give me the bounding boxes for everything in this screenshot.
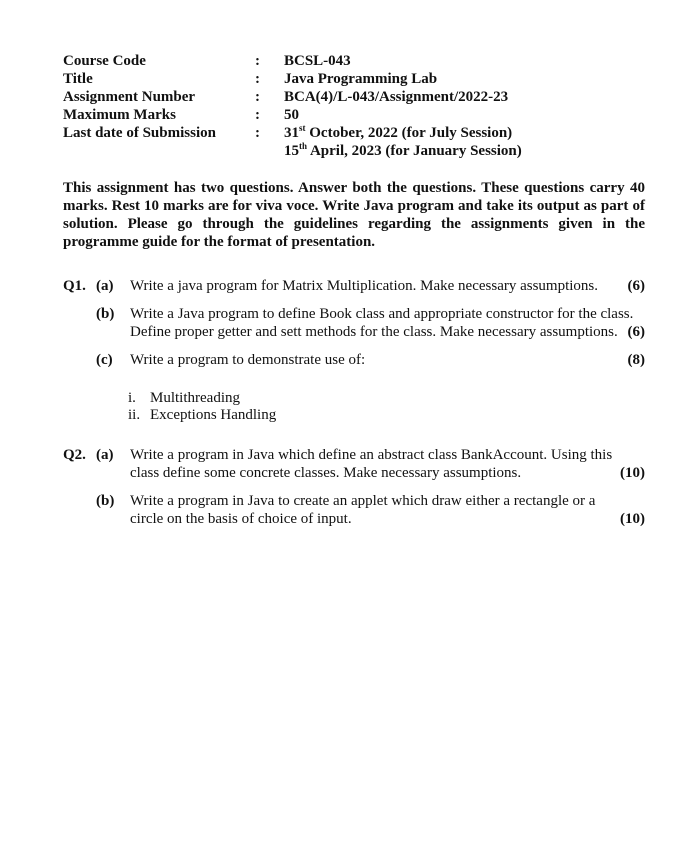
question-1c-list (128, 390, 428, 424)
list-item-number: i. (128, 390, 136, 406)
january-date-suffix: th (299, 141, 308, 151)
marks-label: (10) (620, 511, 645, 527)
colon-separator: : (255, 71, 260, 87)
maximum-marks-label: Maximum Marks (63, 107, 176, 123)
july-session-date (284, 124, 623, 142)
part-label: (a) (96, 278, 114, 294)
part-text: Write a program to demonstrate use of: (130, 352, 366, 368)
question-1 (63, 277, 645, 437)
marks-label: (6) (627, 324, 645, 340)
assignment-number-label: Assignment Number (63, 89, 196, 105)
july-date-suffix: st (299, 123, 306, 133)
january-date-day: 15 (284, 143, 299, 159)
title-label: Title (63, 71, 93, 87)
part-label: (c) (96, 352, 113, 368)
january-date-rest: April, 2023 (for January Session) (307, 143, 522, 159)
colon-separator: : (255, 107, 260, 123)
colon-separator: : (255, 89, 260, 105)
course-code-row (63, 52, 623, 70)
course-code-label: Course Code (63, 53, 146, 69)
assignment-number-value: BCA(4)/L-043/Assignment/2022-23 (284, 89, 509, 105)
july-date-rest: October, 2022 (for July Session) (305, 125, 513, 141)
maximum-marks-value: 50 (284, 107, 299, 123)
july-date-day: 31 (284, 125, 299, 141)
list-item (128, 407, 428, 424)
question-number: Q2. (63, 447, 86, 463)
colon-separator: : (255, 125, 260, 141)
last-date-row (63, 124, 623, 160)
january-session-date (284, 142, 623, 160)
maximum-marks-row (63, 106, 623, 124)
part-label: (a) (96, 447, 114, 463)
list-item-number: ii. (128, 407, 141, 423)
question-number: Q1. (63, 278, 86, 294)
list-item (128, 390, 428, 407)
question-2 (63, 446, 645, 536)
part-text: Write a program in Java to create an applet which draw either a rectangle or a circle on the basis of choice of input. (130, 493, 596, 527)
assignment-info-block (63, 52, 623, 160)
part-label: (b) (96, 306, 115, 322)
colon-separator: : (255, 53, 260, 69)
list-item-text: Multithreading (150, 390, 240, 406)
part-text: Write a program in Java which define an abstract class BankAccount. Using this class define some concrete classes. Make necessary assumptions. (130, 447, 613, 481)
title-value: Java Programming Lab (284, 71, 438, 87)
instructions-paragraph: This assignment has two questions. Answer both the questions. These questions carry 40 marks. Rest 10 marks are for viva voce. Write Java program and take its output as part of solution. Please go through the guidelines regarding the assignments given in the programme guide for the format of presentation. (63, 180, 645, 250)
marks-label: (6) (627, 278, 645, 294)
marks-label: (8) (627, 352, 645, 368)
part-text: Write a Java program to define Book class and appropriate constructor for the class. Define proper getter and sett methods for the class. Make necessary assumptions. (130, 306, 634, 340)
title-row (63, 70, 623, 88)
part-text: Write a java program for Matrix Multiplication. Make necessary assumptions. (130, 278, 599, 294)
part-label: (b) (96, 493, 115, 509)
course-code-value: BCSL-043 (284, 53, 351, 69)
list-item-text: Exceptions Handling (150, 407, 277, 423)
assignment-number-row (63, 88, 623, 106)
last-date-label: Last date of Submission (63, 125, 216, 141)
marks-label: (10) (620, 465, 645, 481)
last-date-value (284, 124, 623, 160)
